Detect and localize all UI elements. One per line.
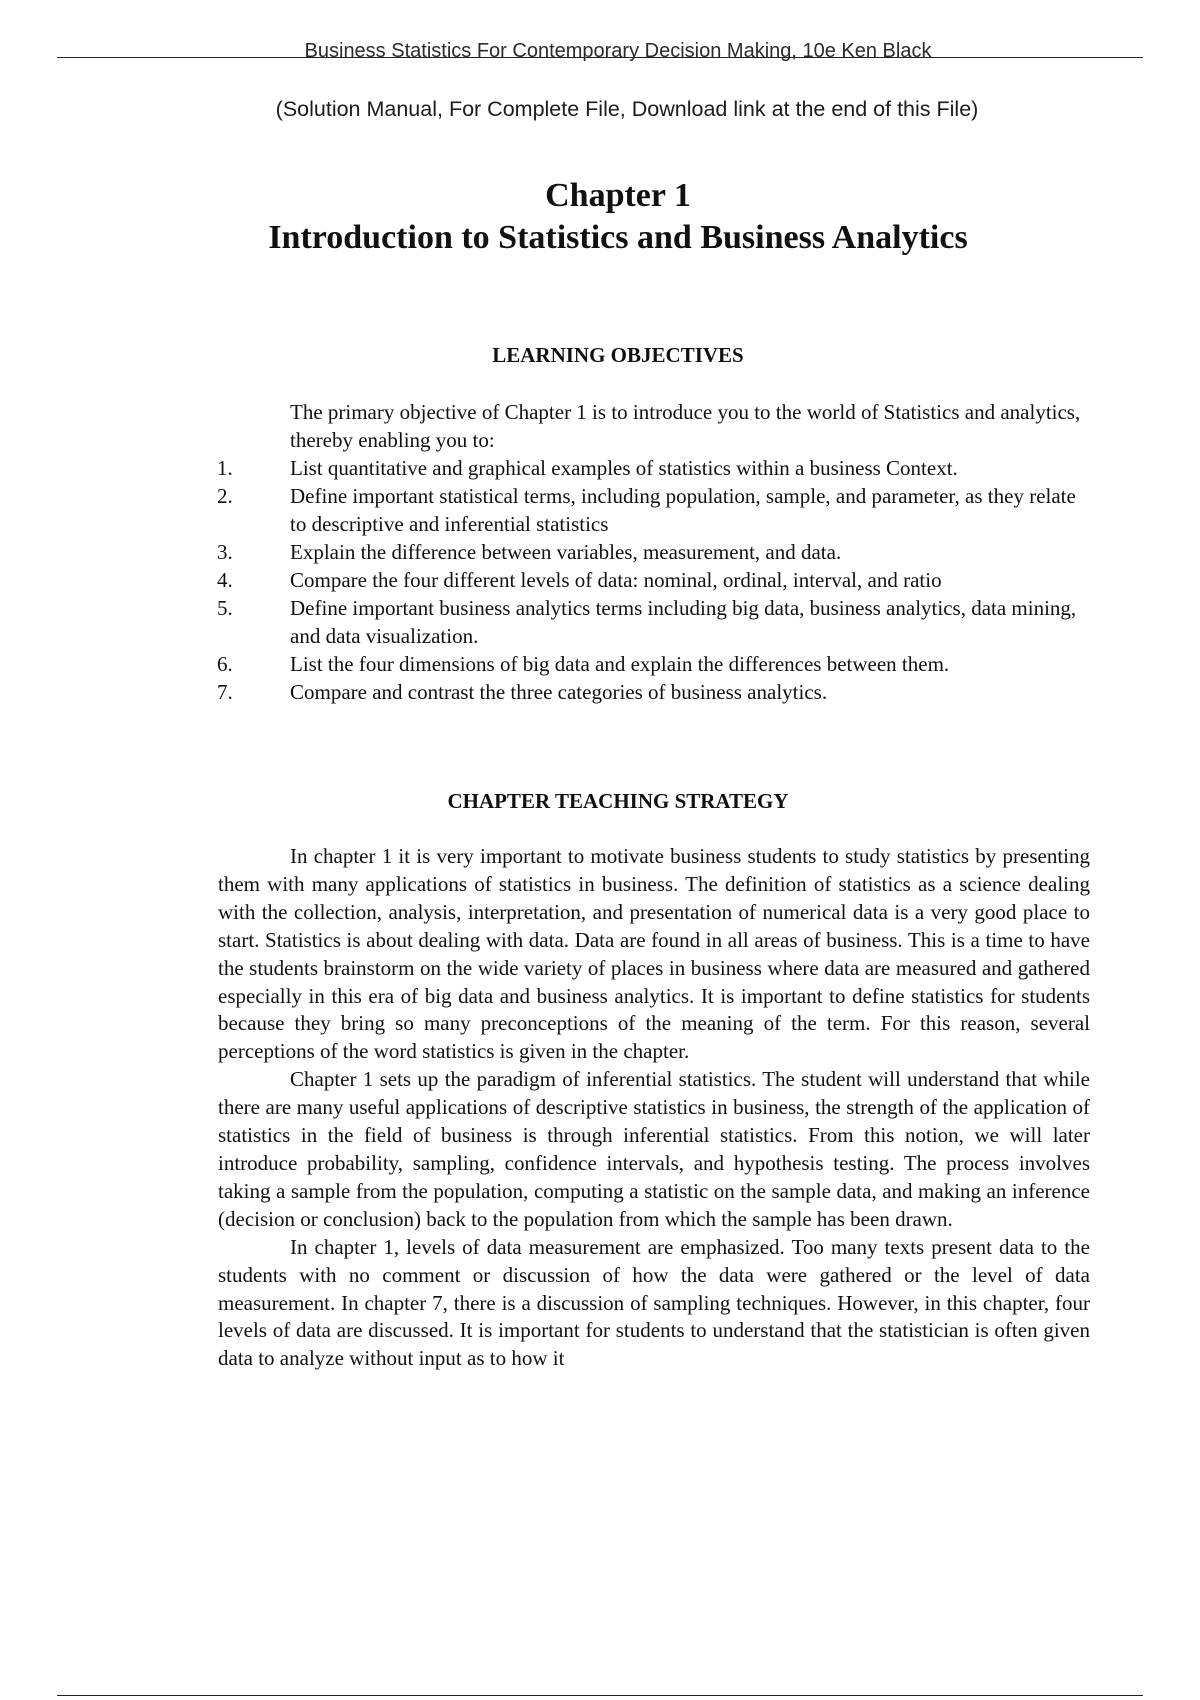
paragraph: In chapter 1, levels of data measurement are emphasized. Too many texts present data to the students with no comment or discussion of how the data were gathered or the level of data measurement. In chapter 7, there is a discussion of sampling techniques. However, in this chapter, four levels of data are discussed. It is important for students to understand that the statistician is often given data to analyze without input as to how it [218, 1234, 1090, 1371]
list-item-text: Explain the difference between variables, measurement, and data. [290, 540, 842, 564]
list-item-number: 3. [217, 540, 233, 564]
running-header-title: Business Statistics For Contemporary Decision Making, 10e Ken Black [304, 40, 932, 62]
list-item-text: Compare and contrast the three categories of business analytics. [290, 680, 828, 704]
list-item-number: 5. [217, 596, 233, 620]
paragraph: Chapter 1 sets up the paradigm of inferential statistics. The student will understand that while there are many useful applications of descriptive statistics in business, the strength of the application of statistics in the field of business is through inferential statistics. From this notion, we will later introduce probability, sampling, confidence intervals, and hypothesis testing. The process involves taking a sample from the population, computing a statistic on the sample data, and making an inference (decision or conclusion) back to the population from which the sample has been drawn. [218, 1067, 1090, 1231]
list-item-text: List quantitative and graphical examples of statistics within a business Context. [290, 456, 958, 480]
list-item-number: 7. [217, 680, 233, 704]
chapter-title: Introduction to Statistics and Business Analytics [268, 219, 968, 256]
list-item-number: 4. [217, 568, 233, 592]
list-item-number: 6. [217, 652, 233, 676]
footer-bottom-rule [57, 1695, 1143, 1696]
paragraph: In chapter 1 it is very important to motivate business students to study statistics by presenting them with many applications of statistics in business. The definition of statistics as a science dealing with the collection, analysis, interpretation, and presentation of numerical data is a very good place to start. Statistics is about dealing with data. Data are found in all areas of business. This is a time to have the students brainstorm on the wide variety of places in business where data are measured and gathered especially in this era of big data and business analytics. It is important to define statistics for students because they bring so many preconceptions of the meaning of the term. For this reason, several perceptions of the word statistics is given in the chapter. [218, 844, 1090, 1064]
list-item [217, 454, 1097, 482]
solution-manual-note: (Solution Manual, For Complete File, Download link at the end of this File) [275, 97, 979, 121]
list-item [217, 594, 1097, 650]
list-item-number: 1. [217, 456, 233, 480]
list-item-number: 2. [217, 484, 233, 508]
list-item [217, 538, 1097, 566]
list-item-text: Define important business analytics terms including big data, business analytics, data mining, and data visualization. [290, 596, 1077, 648]
chapter-heading [0, 175, 1200, 259]
list-item [217, 650, 1097, 678]
list-item-text: List the four dimensions of big data and explain the differences between them. [290, 652, 950, 676]
learning-objectives-list [217, 398, 1097, 706]
list-item [217, 678, 1097, 706]
learning-objectives-heading: LEARNING OBJECTIVES [492, 343, 744, 367]
teaching-strategy-heading: CHAPTER TEACHING STRATEGY [447, 789, 789, 813]
list-item [217, 482, 1097, 538]
chapter-number: Chapter 1 [545, 177, 691, 214]
learning-objectives-intro: The primary objective of Chapter 1 is to introduce you to the world of Statistics and analytics, thereby enabling you to: [290, 400, 1081, 452]
list-item-text: Define important statistical terms, including population, sample, and parameter, as they relate to descriptive and inferential statistics [290, 484, 1076, 536]
teaching-strategy-body [218, 843, 1090, 1373]
list-item-text: Compare the four different levels of data: nominal, ordinal, interval, and ratio [290, 568, 942, 592]
list-item [217, 566, 1097, 594]
